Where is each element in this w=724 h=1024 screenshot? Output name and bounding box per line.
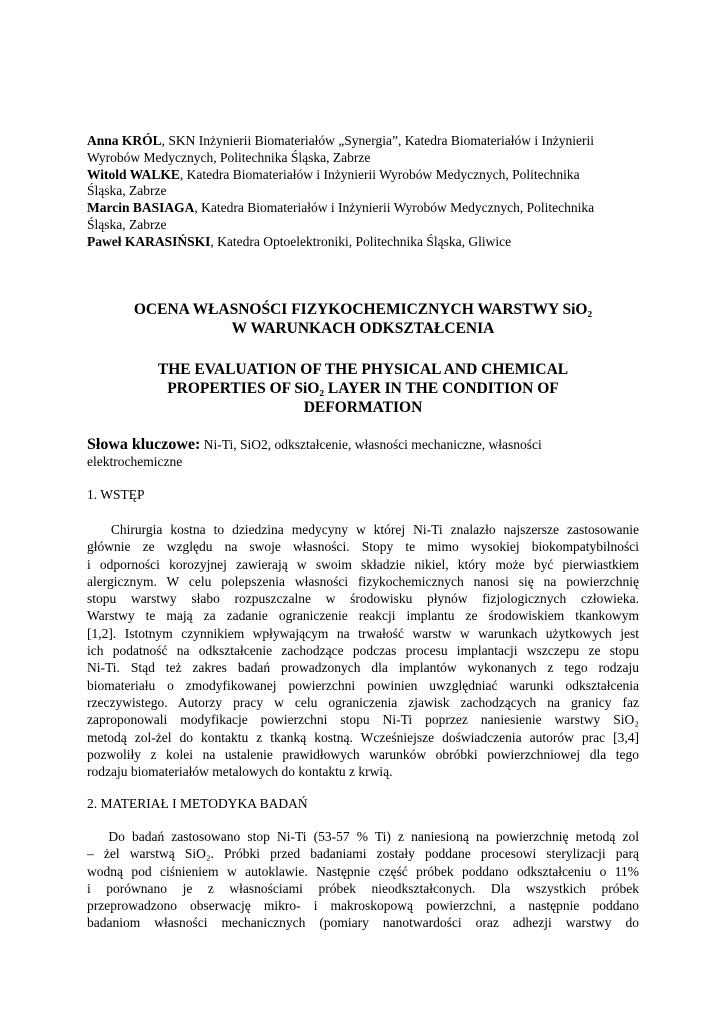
text-line: rzeczywistego. Autorzy pracy w celu ograniczenia zjawisk zachodzących na granicy faz — [87, 694, 639, 710]
text-line: alergicznym. W celu polepszenia własności fizykochemicznych nanosi się na powierzchnię — [87, 573, 639, 589]
text-line: – żel warstwą SiO₂. Próbki przed badaniami zostały poddane procesowi sterylizacji parą — [87, 846, 639, 862]
text-line: [1,2]. Istotnym czynnikiem wpływającym na trwałość warstw w warunkach użytkowych jest — [87, 625, 639, 641]
author-entry — [87, 200, 647, 234]
paragraph-introduction — [87, 521, 639, 780]
text-line: biomateriału o zmodyfikowanej powierzchni powinien uwzględniać warunki odkształcenia — [87, 677, 639, 693]
author-affiliation: , Katedra Biomateriałów i Inżynierii Wyrobów Medycznych, Politechnika — [194, 200, 595, 216]
text-line: badaniom własności mechanicznych (pomiary nanotwardości oraz adhezji warstwy do — [87, 915, 639, 931]
author-line — [87, 133, 647, 150]
text-line: i porównano je z własnościami próbek nieodkształconych. Dla wszystkich próbek — [87, 880, 639, 896]
text-line: wodną pod ciśnieniem w autoklawie. Następnie część próbek poddano odkształceniu o 11% — [87, 863, 639, 879]
author-affiliation: , SKN Inżynierii Biomateriałów „Synergia”, Katedra Biomateriałów i Inżynierii — [161, 133, 595, 148]
author-line — [87, 200, 647, 217]
text-line: głównie ze względu na swoje własności. Stopy te mimo wysokiej biokompatybilności — [87, 539, 639, 555]
title-polish — [87, 300, 639, 338]
author-affiliation-cont: Wyrobów Medycznych, Politechnika Śląska, Zabrze — [87, 149, 371, 165]
keywords-label: Słowa kluczowe: — [87, 436, 201, 453]
author-entry — [87, 167, 647, 201]
author-name: Witold WALKE — [87, 166, 180, 182]
text-line: zaproponowali modyfikacje powierzchni stopu Ni-Ti poprzez naniesienie warstwy SiO₂ — [87, 712, 639, 728]
title-line: DEFORMATION — [303, 399, 423, 416]
author-name: Paweł KARASIŃSKI — [87, 233, 211, 249]
author-name: Marcin BASIAGA — [87, 200, 195, 216]
author-affiliation: , Katedra Optoelektroniki, Politechnika Śląska, Gliwice — [210, 233, 512, 249]
title-line: THE EVALUATION OF THE PHYSICAL AND CHEMICAL — [157, 361, 569, 378]
author-entry — [87, 234, 647, 251]
keywords-text-cont: elektrochemiczne — [87, 454, 183, 469]
section-heading-materials: 2. MATERIAŁ I METODYKA BADAŃ — [87, 796, 308, 811]
title-english — [87, 360, 639, 417]
keywords-text: Ni-Ti, SiO2, odkształcenie, własności mechaniczne, własności — [200, 437, 542, 452]
text-line: Do badań zastosowano stop Ni-Ti (53-57 % Ti) z naniesioną na powierzchnię metodą zol — [87, 829, 639, 844]
author-entry — [87, 133, 647, 167]
title-line: OCENA WŁASNOŚCI FIZYKOCHEMICZNYCH WARSTWY SiO₂ — [133, 301, 593, 318]
paragraph-materials — [87, 828, 639, 932]
text-line: przeprowadzono obserwację mikro- i makroskopową powierzchni, a następnie poddano — [87, 898, 639, 914]
text-line: rodzaju biomateriałów metalowych do kontaktu z krwią. — [87, 764, 393, 780]
author-affiliation-cont: Śląska, Zabrze — [87, 183, 167, 199]
text-line: ich podatność na odkształcenie zachodzące podczas procesu implantacji wszczepu ze stopu — [87, 643, 639, 659]
authors-block — [87, 133, 647, 251]
keywords-line — [87, 436, 639, 453]
section-heading-introduction: 1. WSTĘP — [87, 487, 145, 502]
author-line — [87, 167, 647, 184]
text-line: metodą zol-żel do kontaktu z tkanką kostną. Wcześniejsze doświadczenia autorów prac [3,4] — [87, 729, 639, 745]
author-line — [87, 234, 647, 251]
text-line: i odporności korozyjnej zawierają w swoim składzie nikiel, który może być pierwiastkiem — [87, 556, 639, 572]
author-affiliation: , Katedra Biomateriałów i Inżynierii Wyrobów Medycznych, Politechnika — [179, 166, 580, 182]
author-name: Anna KRÓL — [87, 133, 162, 148]
text-line: Ni-Ti. Stąd też zakres badań prowadzonych dla implantów wykonanych z tego rodzaju — [87, 660, 639, 676]
text-line: stopu warstwy słabo rozpuszczalne w środowisku płynów fizjologicznych człowieka. — [87, 591, 639, 607]
keywords — [87, 436, 639, 470]
text-line: Warstwy te mają za zadanie ograniczenie reakcji implantu ze środowiskiem tkankowym — [87, 608, 639, 624]
text-line: pozwoliły z kolei na ustalenie prawidłowych warunków obróbki powierzchniowej dla tego — [87, 746, 639, 762]
title-line: W WARUNKACH ODKSZTAŁCENIA — [231, 320, 495, 337]
author-affiliation-cont: Śląska, Zabrze — [87, 216, 167, 232]
title-line: PROPERTIES OF SiO₂ LAYER IN THE CONDITION OF — [167, 380, 559, 397]
text-line: Chirurgia kostna to dziedzina medycyny w której Ni-Ti znalazło najszersze zastosowanie — [87, 522, 639, 537]
